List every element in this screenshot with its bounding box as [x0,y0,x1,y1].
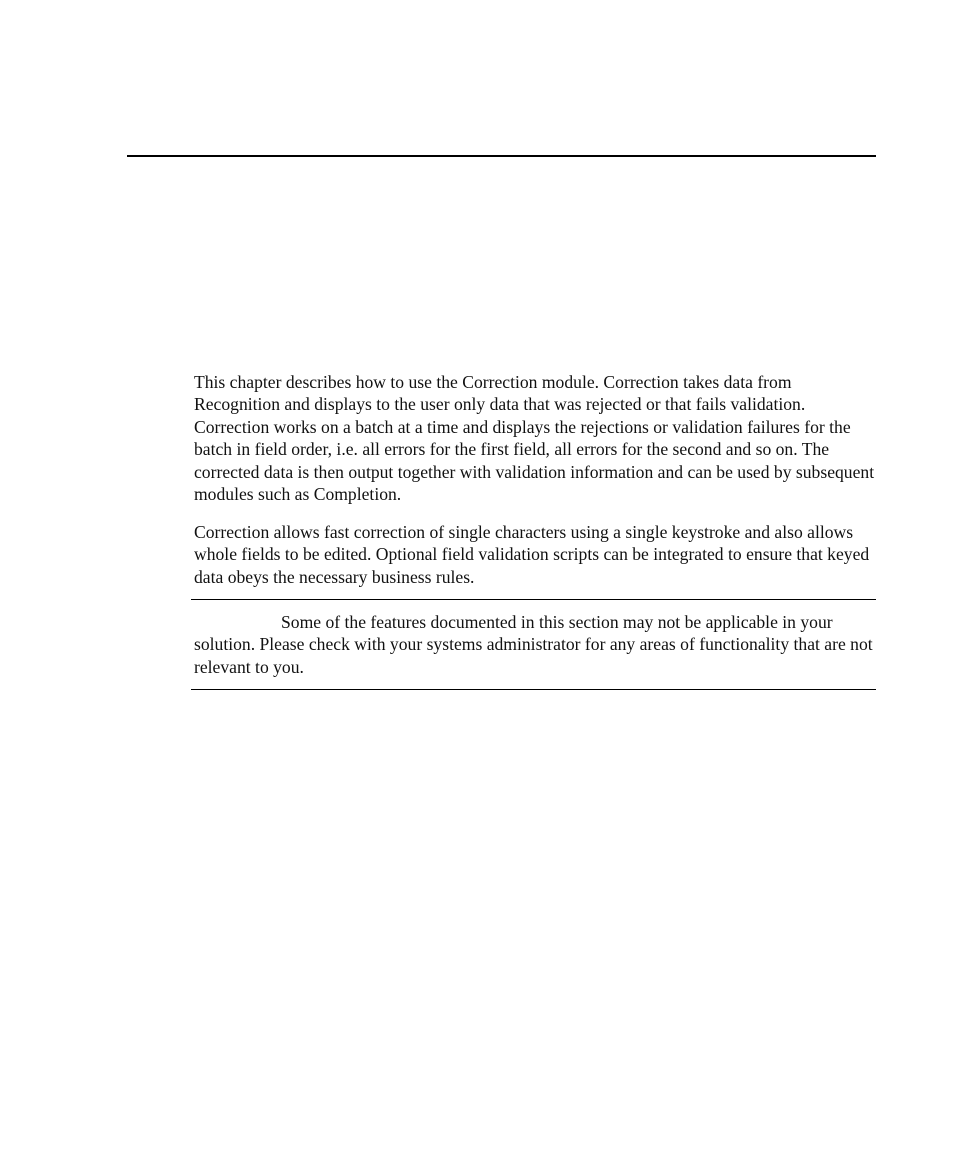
note-bottom-rule [191,689,876,690]
note-text: Some of the features documented in this section may not be applicable in your solution. Please check with your systems administrator for any areas of functionality that are not relevant to you. [194,612,873,677]
note-top-rule [191,599,876,600]
chapter-header-rule [127,155,876,157]
body-paragraph: Correction allows fast correction of single characters using a single keystroke and also allows whole fields to be edited. Optional field validation scripts can be integrated to ensure that keyed data obeys the necessary business rules. [194,522,870,587]
intro-paragraph: This chapter describes how to use the Correction module. Correction takes data from Recognition and displays to the user only data that was rejected or that fails validation. Correction works on a batch at a time and displays the rejections or validation failures for the batch in field order, i.e. all errors for the first field, all errors for the second and so on. The corrected data is then output together with validation information and can be used by subsequent modules such as Completion. [194,372,875,505]
